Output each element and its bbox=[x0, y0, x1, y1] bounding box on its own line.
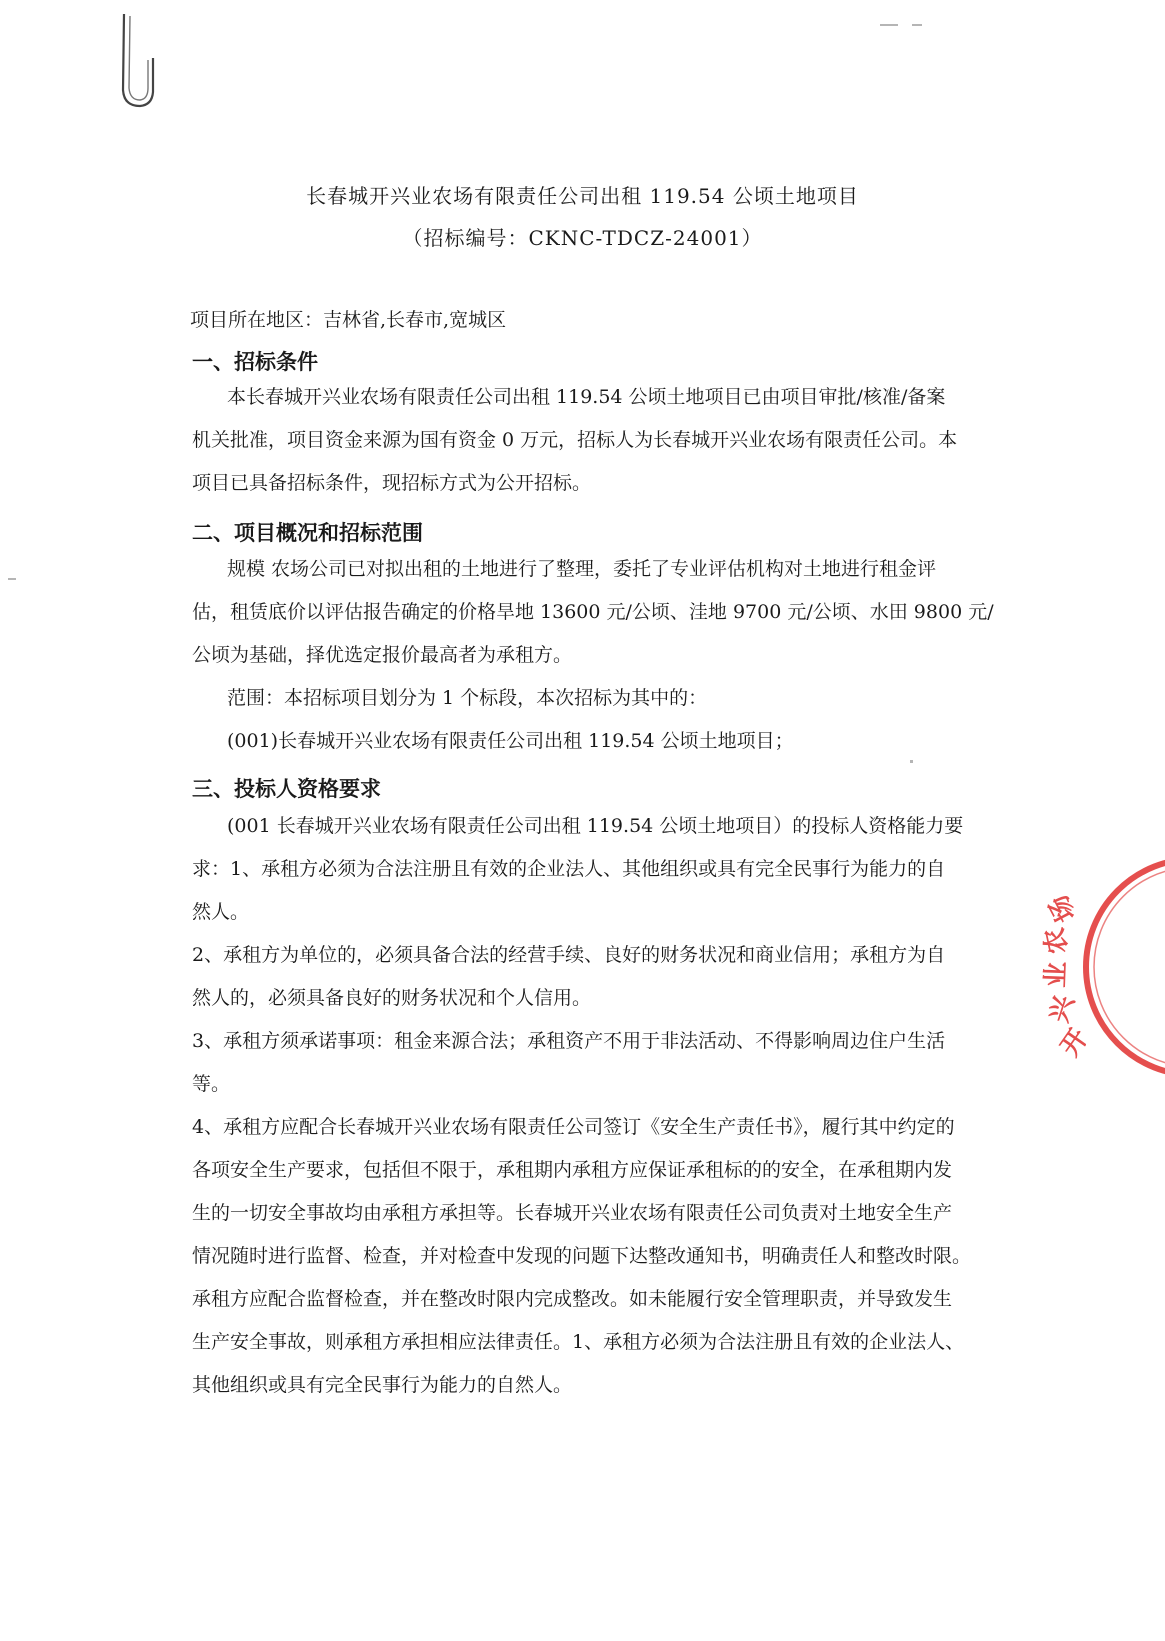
svg-text:场: 场 bbox=[1043, 889, 1083, 927]
svg-text:兴: 兴 bbox=[1044, 992, 1081, 1027]
paragraph-line: 规模 农场公司已对拟出租的土地进行了整理，委托了专业评估机构对土地进行租金评 bbox=[227, 558, 937, 580]
paragraph-line: 估，租赁底价以评估报告确定的价格旱地 13600 元/公顷、洼地 9700 元/公顷、水田 9800 元/ bbox=[192, 601, 994, 623]
svg-text:业: 业 bbox=[1041, 961, 1072, 989]
paragraph-line: 其他组织或具有完全民事行为能力的自然人。 bbox=[192, 1374, 573, 1396]
paragraph-line: 机关批准，项目资金来源为国有资金 0 万元，招标人为长春城开兴业农场有限责任公司。本 bbox=[192, 429, 958, 451]
paragraph-line: 范围：本招标项目划分为 1 个标段，本次招标为其中的： bbox=[227, 687, 708, 709]
scan-speck bbox=[8, 578, 16, 580]
paragraph-line: 各项安全生产要求，包括但不限于，承租期内承租方应保证承租标的的安全，在承租期内发 bbox=[192, 1159, 953, 1181]
company-seal-stamp bbox=[1039, 842, 1165, 1082]
scan-speck bbox=[880, 24, 898, 26]
staple-mark-icon bbox=[112, 8, 162, 112]
paragraph-line: 项目已具备招标条件，现招标方式为公开招标。 bbox=[192, 472, 592, 494]
paragraph-line: 等。 bbox=[192, 1073, 231, 1095]
paragraph-line: 本长春城开兴业农场有限责任公司出租 119.54 公顷土地项目已由项目审批/核准/备案 bbox=[227, 386, 946, 408]
paragraph-line: (001 长春城开兴业农场有限责任公司出租 119.54 公顷土地项目）的投标人资格能力要 bbox=[227, 815, 964, 837]
paragraph-line: (001)长春城开兴业农场有限责任公司出租 119.54 公顷土地项目； bbox=[227, 730, 794, 752]
section-heading-3: 三、投标人资格要求 bbox=[192, 777, 381, 801]
section-heading-2: 二、项目概况和招标范围 bbox=[192, 521, 423, 545]
scan-speck bbox=[912, 24, 922, 26]
paragraph-line: 3、承租方须承诺事项：租金来源合法；承租资产不用于非法活动、不得影响周边住户生活 bbox=[192, 1030, 946, 1052]
document-title: 长春城开兴业农场有限责任公司出租 119.54 公顷土地项目 bbox=[306, 184, 859, 208]
paragraph-line: 4、承租方应配合长春城开兴业农场有限责任公司签订《安全生产责任书》，履行其中约定的 bbox=[192, 1116, 955, 1138]
paragraph-line: 然人的，必须具备良好的财务状况和个人信用。 bbox=[192, 987, 592, 1009]
svg-text:农: 农 bbox=[1039, 925, 1074, 957]
paragraph-line: 生的一切安全事故均由承租方承担等。长春城开兴业农场有限责任公司负责对土地安全生产 bbox=[192, 1202, 953, 1224]
paragraph-line: 承租方应配合监督检查，并在整改时限内完成整改。如未能履行安全管理职责，并导致发生 bbox=[192, 1288, 953, 1310]
project-location: 项目所在地区：吉林省,长春市,宽城区 bbox=[190, 309, 507, 331]
section-heading-1: 一、招标条件 bbox=[192, 350, 318, 374]
paragraph-line: 生产安全事故，则承租方承担相应法律责任。1、承租方必须为合法注册且有效的企业法人、 bbox=[192, 1331, 965, 1353]
bid-number: （招标编号：CKNC-TDCZ-24001） bbox=[402, 226, 763, 250]
paragraph-line: 然人。 bbox=[192, 901, 250, 923]
paragraph-line: 公顷为基础，择优选定报价最高者为承租方。 bbox=[192, 644, 573, 666]
paragraph-line: 2、承租方为单位的，必须具备合法的经营手续、良好的财务状况和商业信用；承租方为自 bbox=[192, 944, 946, 966]
svg-text:开: 开 bbox=[1055, 1023, 1095, 1063]
paragraph-line: 情况随时进行监督、检查，并对检查中发现的问题下达整改通知书，明确责任人和整改时限。 bbox=[192, 1245, 972, 1267]
paragraph-line: 求：1、承租方必须为合法注册且有效的企业法人、其他组织或具有完全民事行为能力的自 bbox=[192, 858, 946, 880]
